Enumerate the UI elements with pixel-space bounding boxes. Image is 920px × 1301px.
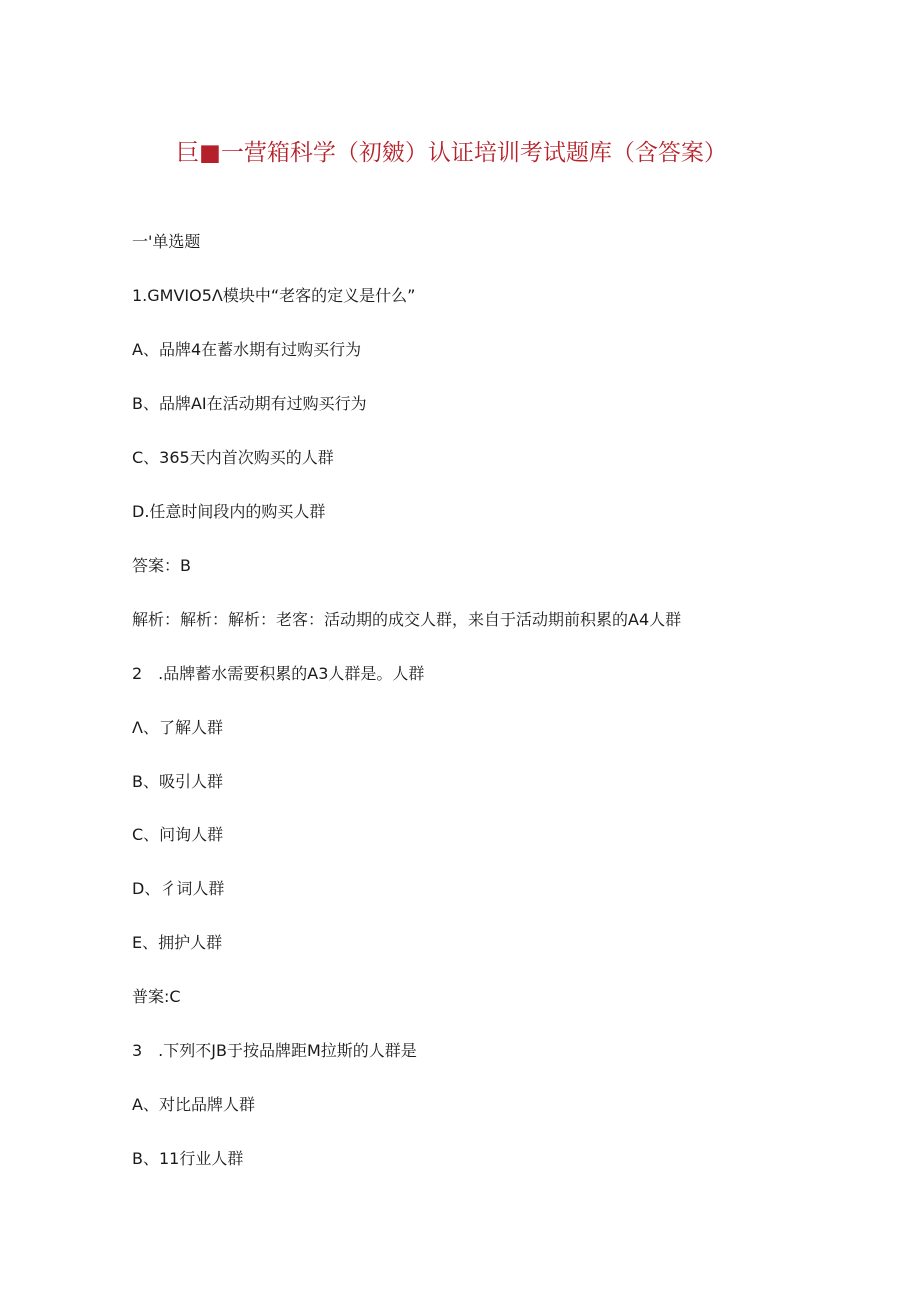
- question-2-option-c: C、问询人群: [132, 825, 224, 844]
- question-2-answer: 普案:C: [132, 987, 181, 1006]
- section-heading: 一'单选题: [132, 232, 201, 251]
- question-3-stem: 3 .下列不JB于按品牌距M拉斯的人群是: [132, 1041, 417, 1060]
- question-2-stem: 2 .品牌蓄水需要积累的A3人群是。人群: [132, 664, 425, 683]
- question-1-option-c: C、365天内首次购买的人群: [132, 448, 334, 467]
- question-2-option-d: D、彳词人群: [132, 879, 225, 898]
- question-3-option-b: B、11行业人群: [132, 1149, 244, 1168]
- question-2-option-a: Λ、了解人群: [132, 718, 223, 737]
- question-1-stem: 1.GMVIO5Λ模块中“老客的定义是什么”: [132, 286, 416, 305]
- question-1-option-a: A、品牌4在蓄水期有过购买行为: [132, 340, 362, 359]
- question-2-option-b: B、吸引人群: [132, 772, 223, 791]
- question-3-option-a: A、对比品牌人群: [132, 1095, 255, 1114]
- question-1-option-b: B、品牌AI在活动期有过购买行为: [132, 394, 367, 413]
- question-2-option-e: E、拥护人群: [132, 933, 223, 952]
- document-title: 巨■一营箱科学（初皴）认证培训考试题库（含答案）: [176, 140, 727, 166]
- question-1-answer: 答案：B: [132, 556, 191, 575]
- question-1-analysis: 解析：解析：解析：老客：活动期的成交人群，来自于活动期前积累的A4人群: [132, 610, 682, 629]
- question-1-option-d: D.任意时间段内的购买人群: [132, 502, 326, 521]
